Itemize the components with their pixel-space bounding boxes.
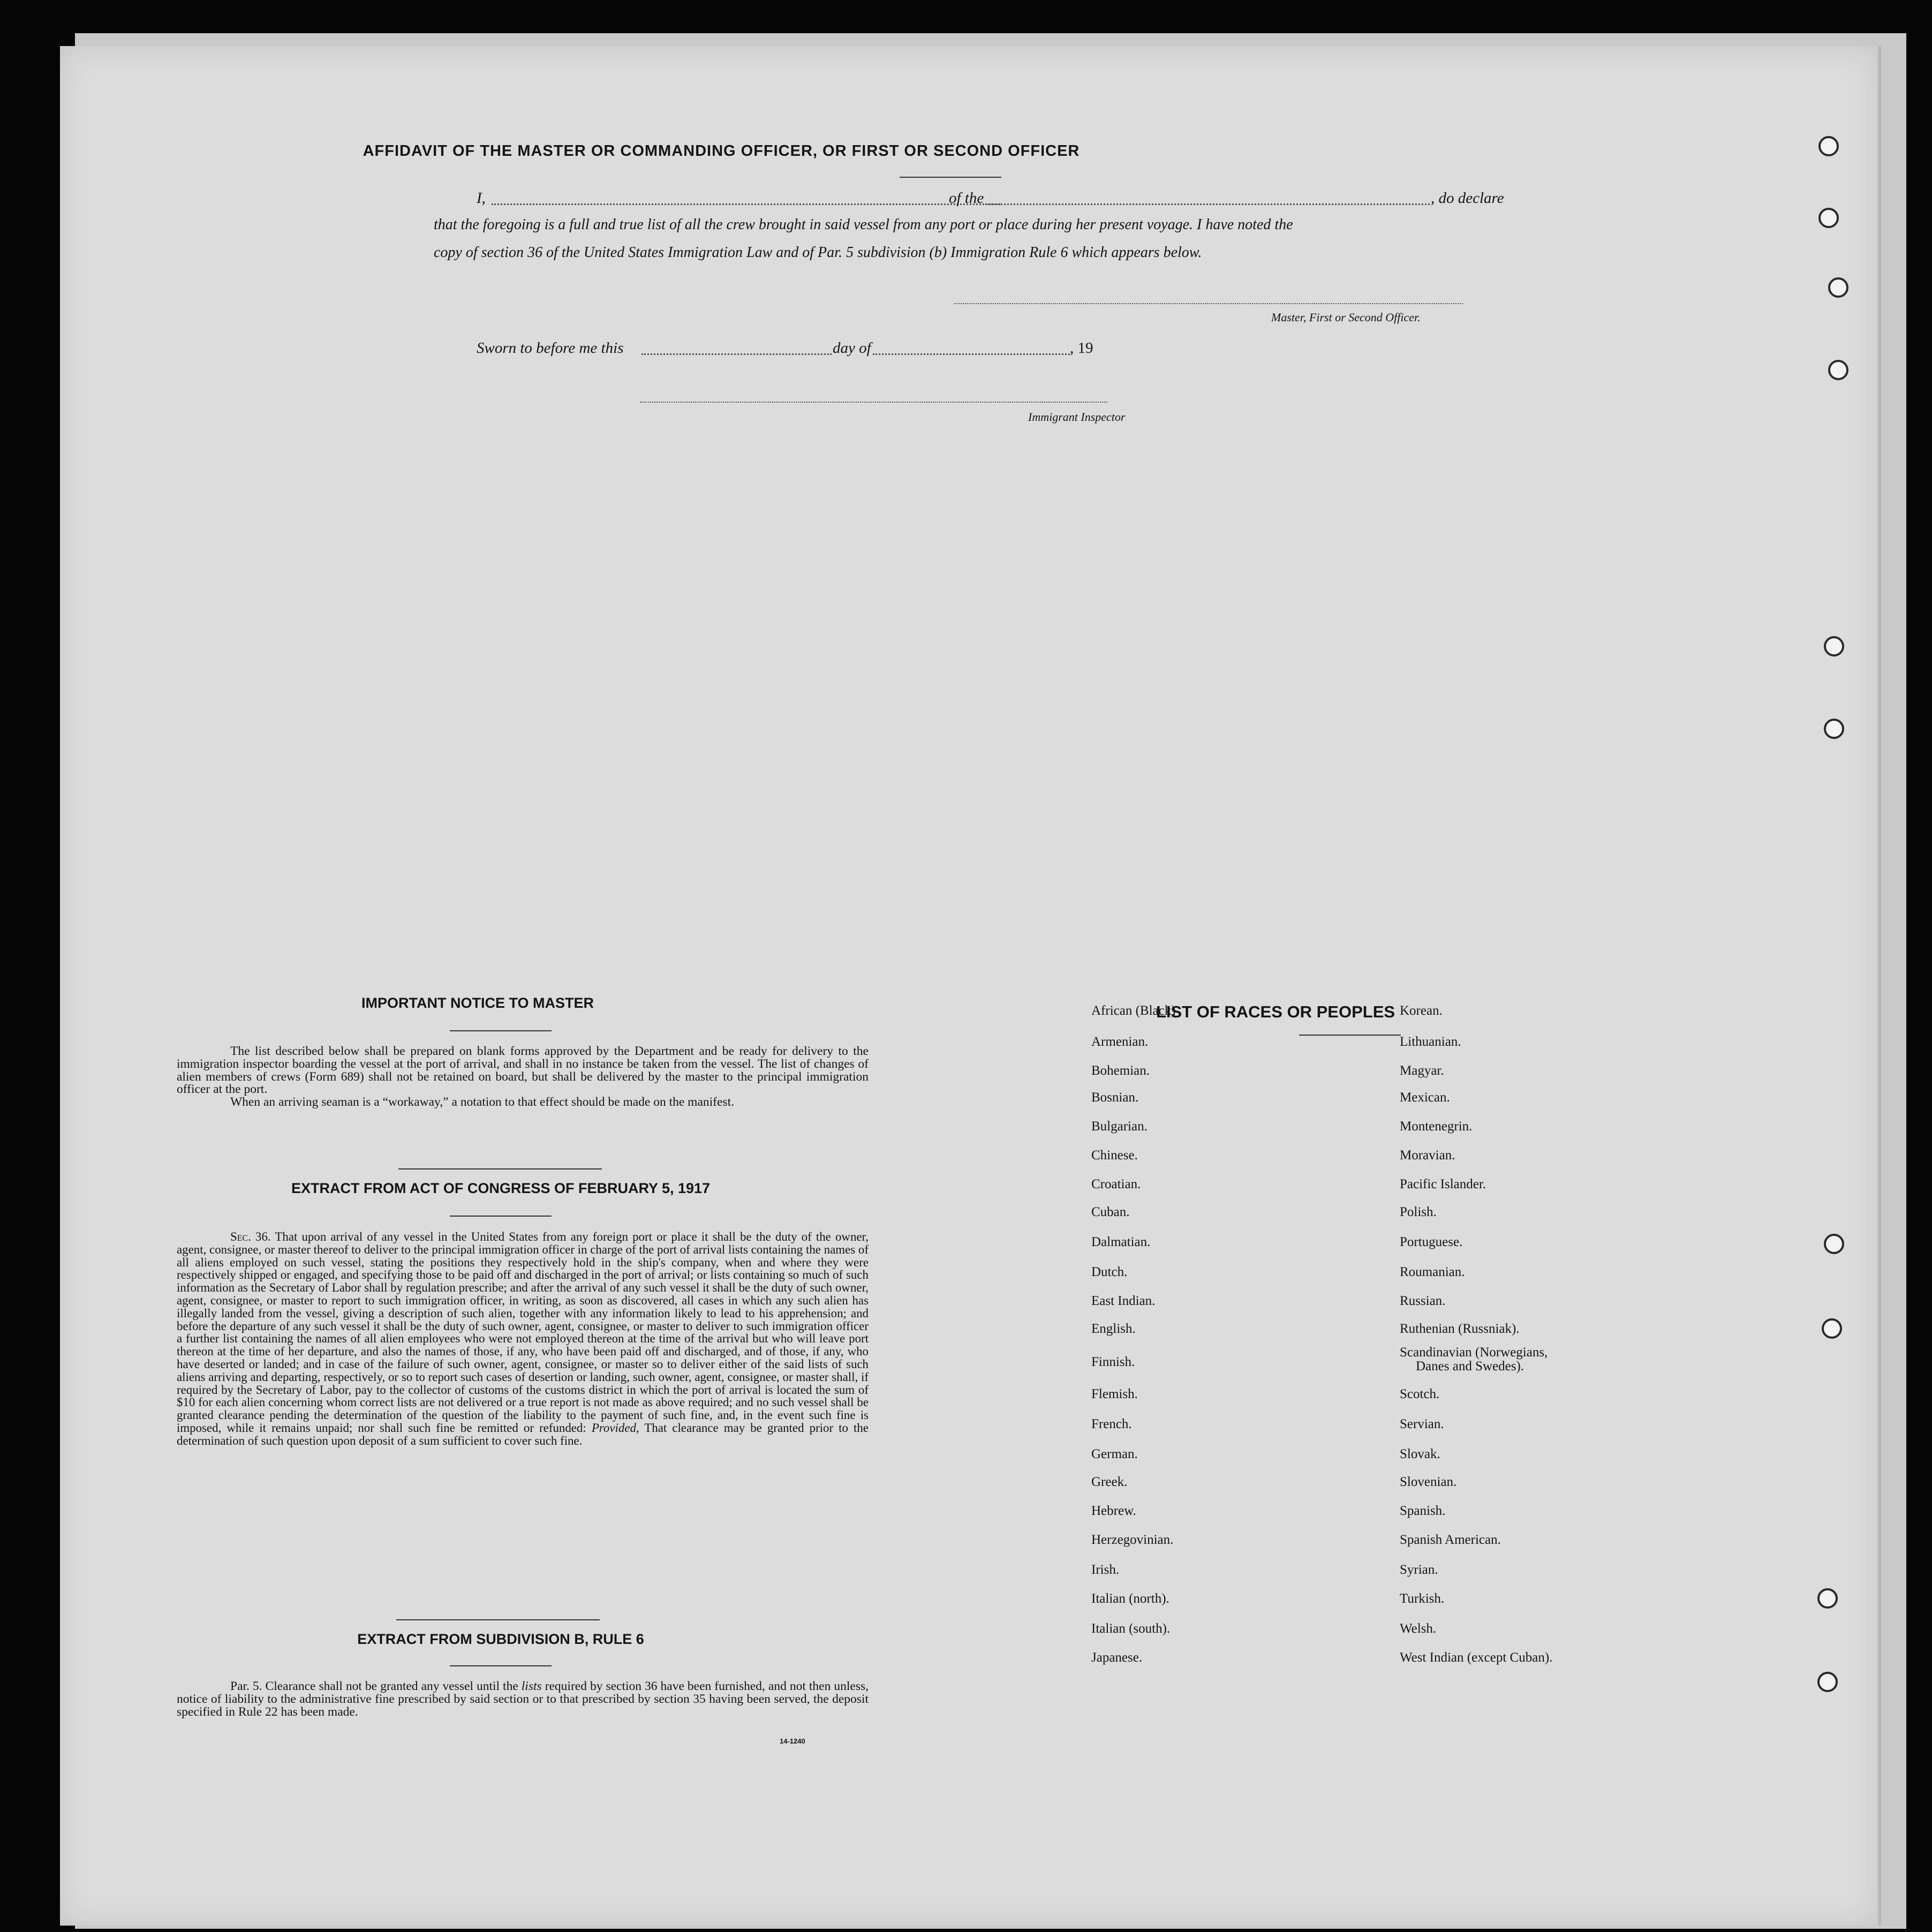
name-blank[interactable] <box>492 203 1000 205</box>
race-item: Magyar. <box>1400 1063 1444 1078</box>
race-item: Ruthenian (Russniak). <box>1400 1322 1520 1336</box>
affidavit-of-the: of the <box>949 190 984 207</box>
race-item: English. <box>1091 1322 1136 1336</box>
rule-text-b: required by section 36 have been furnished, and not then unless, notice of liability to the administrative fine prescribed by said section or to that prescribed by section 35 having been served, the deposit specified in Rule 22 has been made. <box>177 1679 869 1719</box>
race-item: Lithuanian. <box>1400 1035 1461 1049</box>
race-item: Montenegrin. <box>1400 1119 1473 1134</box>
affidavit-i: I, <box>477 190 486 207</box>
affidavit-do-declare: , do declare <box>1431 190 1504 207</box>
rule-title: EXTRACT FROM SUBDIVISION B, RULE 6 <box>357 1631 644 1647</box>
provided-word: Provided, <box>591 1421 639 1435</box>
race-item: Roumanian. <box>1400 1265 1465 1279</box>
race-item: Armenian. <box>1091 1035 1149 1049</box>
act-rule-top <box>398 1168 602 1169</box>
race-item: West Indian (except Cuban). <box>1400 1650 1553 1665</box>
master-caption: Master, First or Second Officer. <box>1271 311 1421 324</box>
binder-hole <box>1817 1588 1838 1609</box>
race-item: Irish. <box>1091 1563 1120 1577</box>
race-item: Syrian. <box>1400 1563 1438 1577</box>
binder-hole <box>1824 636 1844 656</box>
form-number: 14-1240 <box>780 1737 805 1745</box>
year-label: , 19 <box>1070 339 1093 357</box>
sworn-label: Sworn to before me this <box>477 339 624 357</box>
race-item: Danes and Swedes). <box>1416 1359 1525 1373</box>
notice-title: IMPORTANT NOTICE TO MASTER <box>361 995 594 1011</box>
race-item: Russian. <box>1400 1294 1446 1308</box>
race-item: Turkish. <box>1400 1591 1445 1606</box>
race-item: Scandinavian (Norwegians, <box>1400 1345 1548 1360</box>
race-item: Croatian. <box>1091 1177 1141 1191</box>
day-of-label: day of <box>833 339 871 357</box>
sworn-month-blank[interactable] <box>873 353 1070 355</box>
inspector-signature-line[interactable] <box>640 402 1107 403</box>
race-item: Greek. <box>1091 1475 1128 1489</box>
race-item: Bosnian. <box>1091 1090 1139 1105</box>
notice-rule <box>450 1030 552 1031</box>
races-title: LIST OF RACES OR PEOPLES <box>1156 1002 1395 1021</box>
binder-hole <box>1818 136 1839 156</box>
race-item: Hebrew. <box>1091 1504 1136 1518</box>
race-item: German. <box>1091 1447 1138 1461</box>
race-item: Chinese. <box>1091 1148 1138 1163</box>
race-item: Bulgarian. <box>1091 1119 1148 1134</box>
affidavit-line-3: copy of section 36 of the United States Immigration Law and of Par. 5 subdivision (b) Immigration Rule 6 which appears below. <box>434 244 1202 261</box>
rule-rule-bottom <box>450 1665 552 1666</box>
race-item: Spanish American. <box>1400 1533 1501 1547</box>
race-item: Portuguese. <box>1400 1235 1463 1249</box>
race-item: French. <box>1091 1417 1132 1431</box>
rule-rule-top <box>396 1619 600 1620</box>
race-item: Bohemian. <box>1091 1063 1150 1078</box>
act-title: EXTRACT FROM ACT OF CONGRESS OF FEBRUARY 5, 1917 <box>291 1180 711 1196</box>
race-item: Polish. <box>1400 1205 1437 1219</box>
inspector-caption: Immigrant Inspector <box>1028 410 1126 424</box>
notice-paragraph-1: The list described below shall be prepared on blank forms approved by the Department and be ready for delivery to the immigration inspector boarding the vessel at the port of arrival, and shall in no instance be taken from the vessel. The list of changes of alien members of crews (Form 689) shall not be retained on board, but shall be delivered by the master to the principal immigration officer at the port. <box>177 1044 869 1097</box>
notice-paragraph-2: When an arriving seaman is a “workaway,” a notation to that effect should be made on the manifest. <box>230 1095 734 1110</box>
race-item: East Indian. <box>1091 1294 1156 1308</box>
race-item: Cuban. <box>1091 1205 1130 1219</box>
race-item: Japanese. <box>1091 1650 1143 1665</box>
race-item: Moravian. <box>1400 1148 1455 1163</box>
binder-hole <box>1817 1672 1838 1692</box>
race-item: Dalmatian. <box>1091 1235 1151 1249</box>
vessel-blank[interactable] <box>985 203 1430 205</box>
race-item: Dutch. <box>1091 1265 1128 1279</box>
race-item: Korean. <box>1400 1003 1443 1018</box>
race-item: Flemish. <box>1091 1387 1138 1401</box>
binder-hole <box>1818 208 1839 228</box>
lists-word: lists <box>521 1679 542 1693</box>
act-rule-bottom <box>450 1216 552 1217</box>
master-signature-line[interactable] <box>954 303 1463 304</box>
binder-hole <box>1822 1318 1842 1339</box>
race-item: Welsh. <box>1400 1621 1437 1636</box>
binder-hole <box>1828 360 1848 380</box>
act-text-end: That clearance may be granted prior to the determination of such question upon deposit of a sum sufficient to cover such fine. <box>177 1421 869 1447</box>
rule-body <box>177 1680 869 1718</box>
race-item: Mexican. <box>1400 1090 1450 1105</box>
binder-hole <box>1824 719 1844 739</box>
race-item: Spanish. <box>1400 1504 1446 1518</box>
race-item: Servian. <box>1400 1417 1444 1431</box>
race-item: Herzegovinian. <box>1091 1533 1174 1547</box>
race-item: Scotch. <box>1400 1387 1440 1401</box>
title-rule <box>900 177 1001 178</box>
binder-hole <box>1828 277 1848 298</box>
race-item: Pacific Islander. <box>1400 1177 1486 1191</box>
affidavit-title: AFFIDAVIT OF THE MASTER OR COMMANDING OFFICER, OR FIRST OR SECOND OFFICER <box>363 142 1080 160</box>
notice-body <box>177 1045 869 1109</box>
race-item: Italian (south). <box>1091 1621 1171 1636</box>
rule-text-a: Par. 5. Clearance shall not be granted any vessel until the <box>230 1679 518 1693</box>
race-item: Finnish. <box>1091 1355 1135 1369</box>
race-item: African (Black) <box>1091 1003 1176 1018</box>
race-item: Slovenian. <box>1400 1475 1457 1489</box>
act-body <box>177 1231 869 1447</box>
race-item: Slovak. <box>1400 1447 1440 1461</box>
races-rule <box>1299 1035 1401 1036</box>
sworn-day-blank[interactable] <box>642 353 832 355</box>
affidavit-line-2: that the foregoing is a full and true list of all the crew brought in said vessel from any port or place during her present voyage. I have noted the <box>434 216 1293 233</box>
form-page <box>60 46 1881 1926</box>
sec-label: Sec. 36. <box>230 1230 271 1243</box>
act-text: That upon arrival of any vessel in the United States from any foreign port or place it shall be the duty of the owner, agent, consignee, or master thereof to deliver to the principal immigration officer in charge of the port of arrival lists containing the names of all aliens employed on such vessel, stating the positions they respectively hold in the ship's company, when and where they were respectively shipped or engaged, and specifying those to be paid off and discharged in the port of arrival; or lists containing so much of such information as the Secretary of Labor shall by regulation prescribe; and after the arrival of any such vessel it shall be the duty of such owner, agent, consignee, or master to report to such immigration officer, in writing, as soon as discovered, all cases in which any such alien has illegally landed from the vessel, giving a description of such alien, together with any information likely to lead to his apprehension; and before the departure of any such vessel it shall be the duty of such owner, agent, consignee, or master to deliver to such immigration officer a further list containing the names of all alien employees who were not employed thereon at the time of the arrival but who will leave port thereon at the time of her departure, and also the names of those, if any, who have been paid off and discharged, and of those, if any, who have deserted or landed; and in case of the failure of such owner, agent, consignee, or master so to deliver either of the said lists of such aliens arriving and departing, respectively, or so to report such cases of desertion or landing, such owner, agent, consignee, or master shall, if required by the Secretary of Labor, pay to the collector of customs of the customs district in which the port of arrival is located the sum of $10 for each alien concerning whom correct lists are not delivered or a true report is not made as above required; and no such vessel shall be granted clearance pending the determination of the question of the liability to the payment of such fine, and, in the event such fine is imposed, while it remains unpaid; nor shall such fine be remitted or refunded: <box>177 1230 869 1435</box>
race-item: Italian (north). <box>1091 1591 1169 1606</box>
binder-hole <box>1824 1234 1844 1254</box>
